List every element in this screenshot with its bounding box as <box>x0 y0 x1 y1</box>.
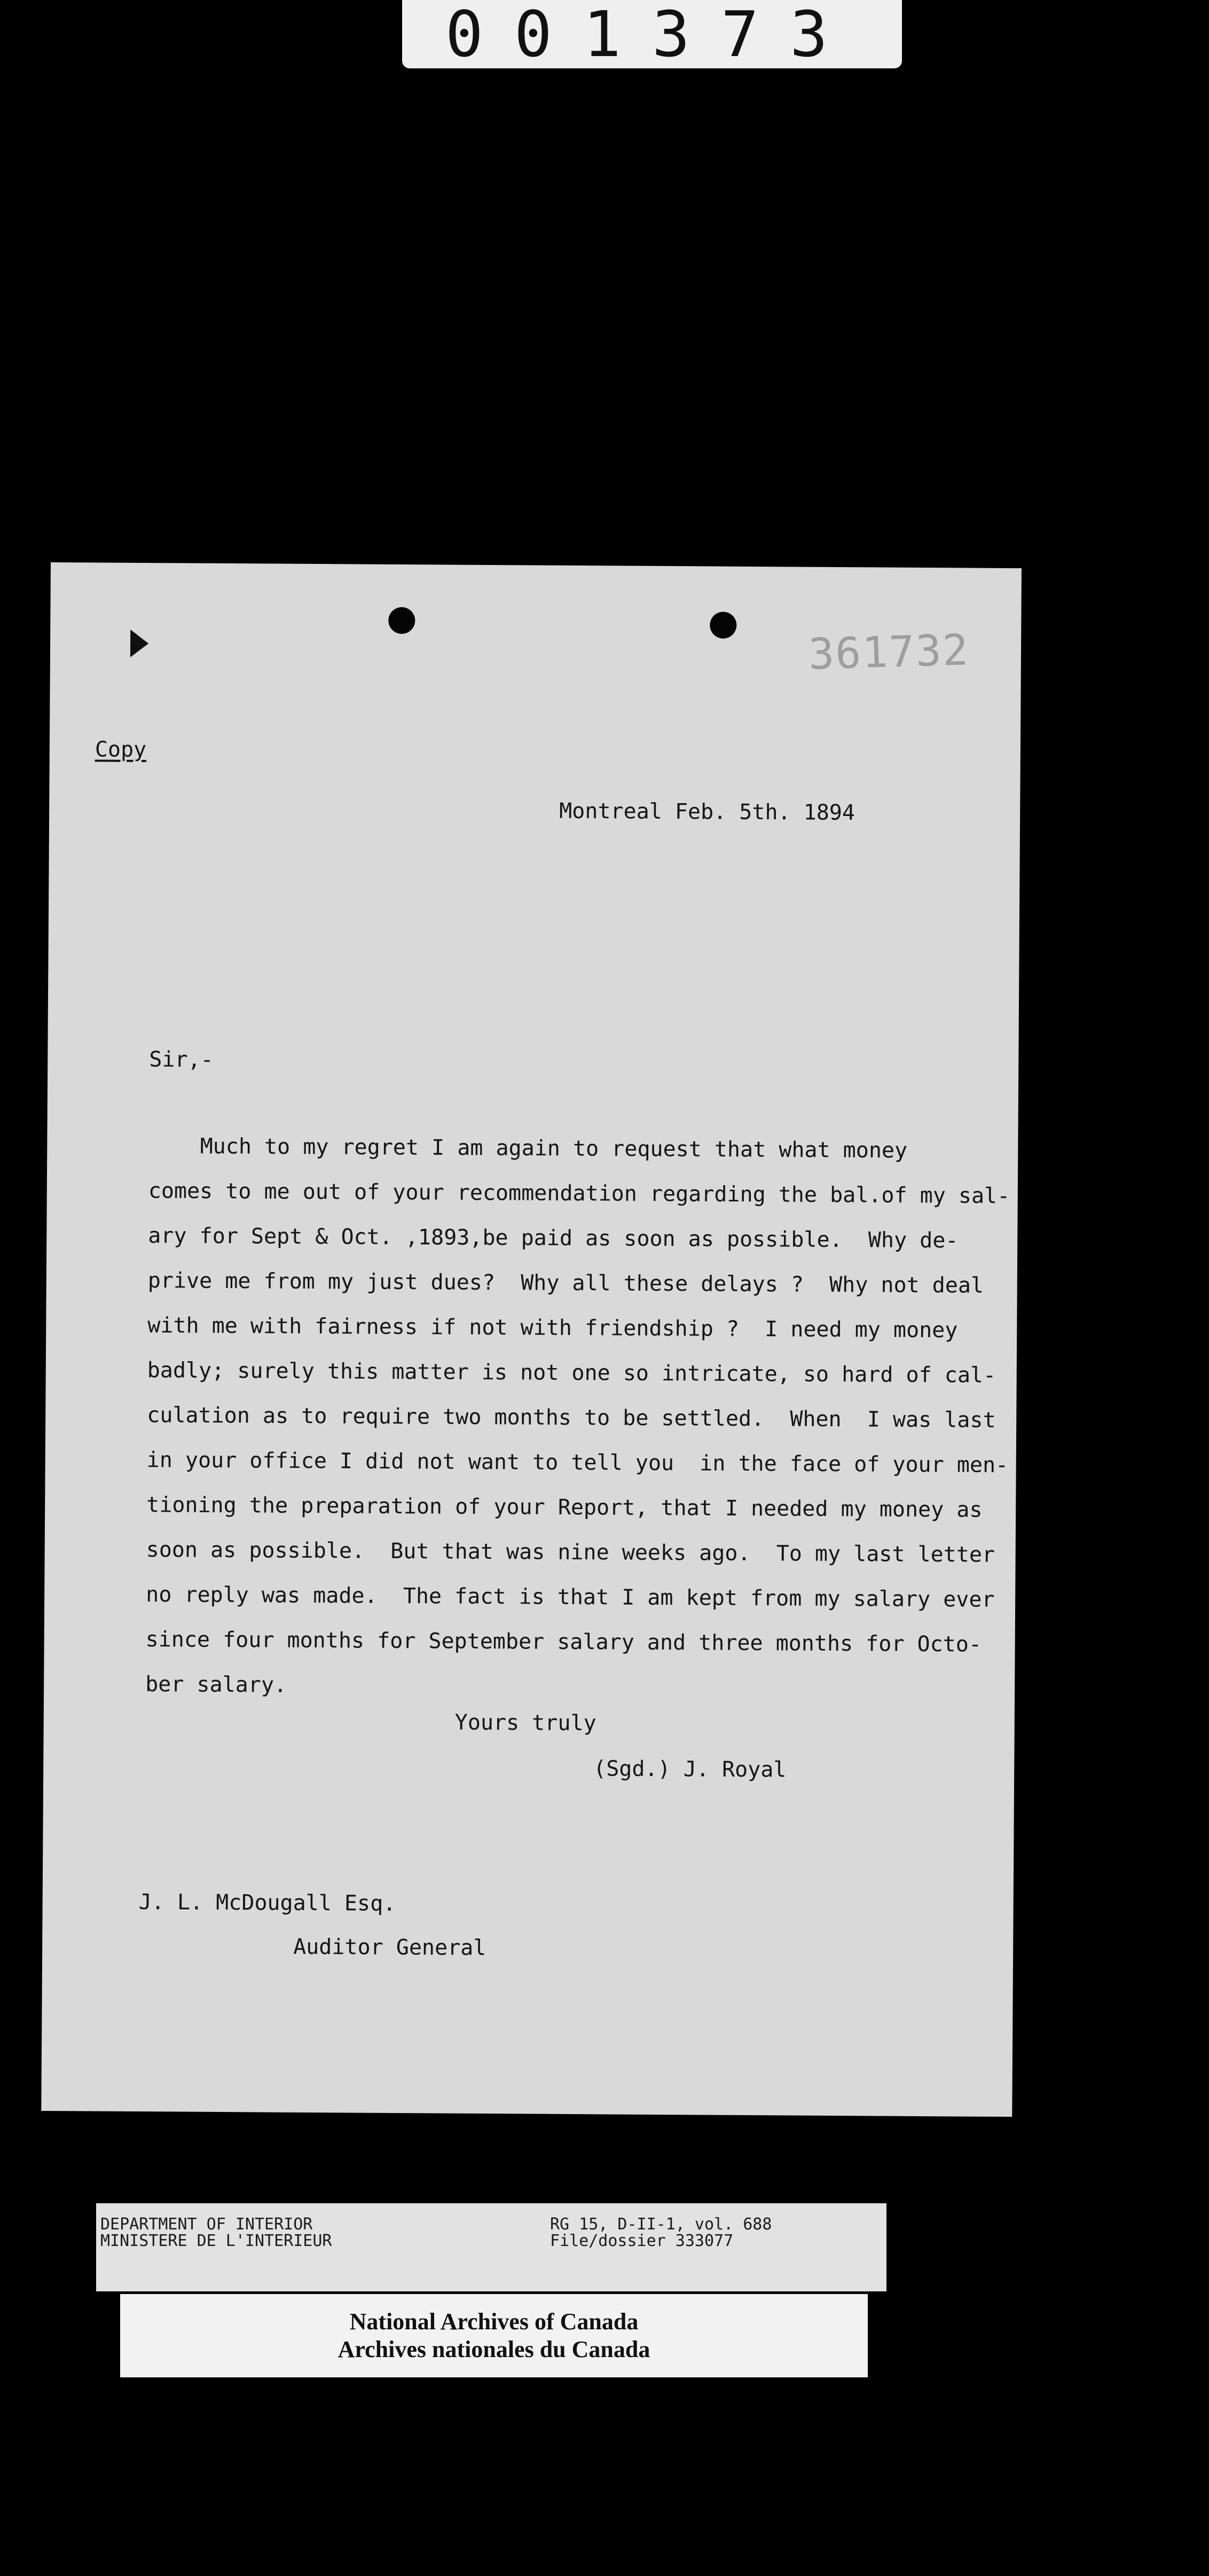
body-line: no reply was made. The fact is that I am kept from my salary ever <box>146 1582 995 1612</box>
body-line: with me with fairness if not with friendship ? I need my money <box>147 1313 958 1343</box>
department-fr: MINISTERE DE L'INTERIEUR <box>100 2232 332 2250</box>
corner-mark-icon <box>130 630 148 657</box>
record-reference <box>550 2216 772 2249</box>
archive-name-fr: Archives nationales du Canada <box>337 2336 650 2362</box>
place-date: Montreal Feb. 5th. 1894 <box>559 798 855 826</box>
archival-reference-slip <box>96 2203 886 2291</box>
punch-hole-left <box>388 607 415 634</box>
body-line: tioning the preparation of your Report, that I needed my money as <box>146 1493 983 1522</box>
body-line: in your office I did not want to tell you in the face of your men- <box>146 1448 1009 1478</box>
body-line: culation as to require two months to be settled. When I was last <box>147 1403 996 1433</box>
body-line: ber salary. <box>145 1672 287 1698</box>
closing: Yours truly <box>454 1710 596 1736</box>
file-number: File/dossier 333077 <box>550 2232 734 2250</box>
letter-page <box>41 562 1022 2117</box>
archive-credit <box>120 2294 868 2377</box>
department-en: DEPARTMENT OF INTERIOR <box>100 2215 313 2234</box>
body-line: ary for Sept & Oct. ,1893,be paid as soon as possible. Why de- <box>148 1223 959 1253</box>
department-names <box>100 2216 332 2249</box>
signature: (Sgd.) J. Royal <box>593 1756 787 1782</box>
body-line: Much to my regret I am again to request that what money <box>148 1134 908 1163</box>
salutation: Sir,- <box>149 1047 214 1072</box>
microfilm-frame-number: 001373 <box>402 0 902 68</box>
file-stamp-number: 361732 <box>807 625 970 679</box>
recipient-name: J. L. McDougall Esq. <box>138 1890 396 1916</box>
body-line: soon as possible. But that was nine weeks ago. To my last letter <box>146 1537 995 1567</box>
body-line: badly; surely this matter is not one so intricate, so hard of cal- <box>147 1358 996 1388</box>
body-line: since four months for September salary and three months for Octo- <box>145 1627 982 1657</box>
body-line: prive me from my just dues? Why all these delays ? Why not deal <box>147 1268 984 1298</box>
archive-name-en: National Archives of Canada <box>349 2308 639 2335</box>
punch-hole-right <box>710 612 736 639</box>
record-group: RG 15, D-II-1, vol. 688 <box>550 2215 772 2234</box>
letter-body <box>145 1124 1010 1711</box>
recipient-title: Auditor General <box>293 1934 486 1961</box>
copy-label: Copy <box>95 737 147 763</box>
body-line: comes to me out of your recommendation regarding the bal.of my sal- <box>148 1179 1010 1208</box>
